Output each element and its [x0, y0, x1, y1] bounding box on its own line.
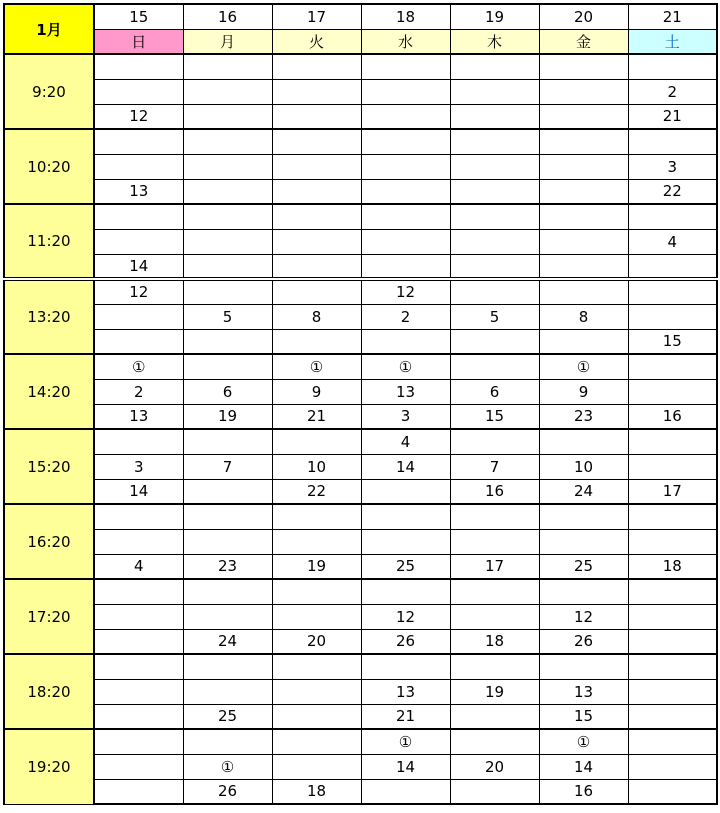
time-label: 15:20: [4, 429, 94, 504]
schedule-cell: 17: [628, 479, 717, 504]
schedule-cell: 4: [94, 554, 183, 579]
schedule-cell: 12: [361, 604, 450, 629]
schedule-cell: [361, 104, 450, 129]
slot-row: [4, 779, 717, 804]
schedule-cell: 16: [539, 779, 628, 804]
date-cell: 16: [183, 4, 272, 29]
schedule-cell: 14: [94, 479, 183, 504]
schedule-cell: 10: [272, 454, 361, 479]
schedule-cell: [183, 504, 272, 529]
schedule-cell: [94, 79, 183, 104]
schedule-cell: 22: [272, 479, 361, 504]
schedule-cell: [450, 129, 539, 154]
schedule-cell: [450, 729, 539, 754]
time-label: 9:20: [4, 54, 94, 129]
schedule-cell: 25: [183, 704, 272, 729]
schedule-cell: 26: [361, 629, 450, 654]
schedule-cell: 13: [361, 679, 450, 704]
schedule-cell: [94, 704, 183, 729]
schedule-cell: [272, 329, 361, 354]
schedule-cell: [94, 779, 183, 804]
schedule-cell: 25: [361, 554, 450, 579]
schedule-cell: 18: [272, 779, 361, 804]
schedule-cell: 12: [94, 279, 183, 304]
schedule-cell: [94, 754, 183, 779]
schedule-cell: 15: [450, 404, 539, 429]
schedule-cell: 2: [628, 79, 717, 104]
time-label: 11:20: [4, 204, 94, 279]
schedule-cell: 14: [94, 254, 183, 279]
schedule-cell: [272, 654, 361, 679]
schedule-cell: [272, 604, 361, 629]
schedule-cell: 19: [183, 404, 272, 429]
schedule-cell: [94, 129, 183, 154]
schedule-cell: [183, 229, 272, 254]
schedule-cell: 22: [628, 179, 717, 204]
slot-row: [4, 604, 717, 629]
schedule-cell: [361, 479, 450, 504]
schedule-cell: [183, 79, 272, 104]
schedule-cell: [272, 54, 361, 79]
schedule-cell: [94, 204, 183, 229]
schedule-cell: 5: [183, 304, 272, 329]
schedule-cell: [628, 204, 717, 229]
schedule-cell: [272, 679, 361, 704]
weekday-row: [4, 29, 717, 54]
schedule-cell: [450, 279, 539, 304]
schedule-cell: [361, 779, 450, 804]
schedule-cell: ①: [272, 354, 361, 379]
schedule-cell: [272, 104, 361, 129]
schedule-cell: 12: [94, 104, 183, 129]
schedule-cell: [361, 254, 450, 279]
slot-row: [4, 379, 717, 404]
schedule-cell: [272, 579, 361, 604]
weekday-cell: 金: [539, 29, 628, 54]
schedule-cell: [94, 529, 183, 554]
schedule-cell: 18: [450, 629, 539, 654]
schedule-cell: [183, 54, 272, 79]
schedule-cell: [450, 504, 539, 529]
schedule-cell: 13: [94, 404, 183, 429]
slot-row: [4, 129, 717, 154]
schedule-cell: [539, 279, 628, 304]
slot-row: [4, 404, 717, 429]
slot-row: [4, 429, 717, 454]
slot-row: [4, 554, 717, 579]
schedule-cell: [450, 79, 539, 104]
schedule-cell: [539, 579, 628, 604]
schedule-cell: 3: [361, 404, 450, 429]
schedule-cell: [183, 654, 272, 679]
schedule-cell: [628, 454, 717, 479]
schedule-cell: [450, 229, 539, 254]
slot-row: [4, 204, 717, 229]
schedule-cell: 8: [539, 304, 628, 329]
schedule-cell: [361, 204, 450, 229]
schedule-cell: [183, 429, 272, 454]
schedule-cell: [539, 329, 628, 354]
slot-row: [4, 754, 717, 779]
schedule-cell: 19: [450, 679, 539, 704]
slot-row: [4, 529, 717, 554]
schedule-cell: [361, 229, 450, 254]
schedule-cell: [450, 779, 539, 804]
schedule-table: [3, 3, 718, 805]
schedule-cell: 7: [183, 454, 272, 479]
schedule-cell: [361, 579, 450, 604]
schedule-cell: [361, 504, 450, 529]
schedule-cell: [450, 204, 539, 229]
slot-row: [4, 504, 717, 529]
schedule-cell: [628, 754, 717, 779]
schedule-cell: [272, 429, 361, 454]
schedule-cell: [450, 429, 539, 454]
schedule-cell: [361, 129, 450, 154]
schedule-cell: [94, 679, 183, 704]
schedule-cell: [272, 504, 361, 529]
schedule-cell: [94, 504, 183, 529]
slot-row: [4, 254, 717, 279]
schedule-cell: 7: [450, 454, 539, 479]
schedule-cell: 5: [450, 304, 539, 329]
schedule-cell: [94, 229, 183, 254]
schedule-cell: [361, 179, 450, 204]
time-label: 16:20: [4, 504, 94, 579]
schedule-cell: [450, 354, 539, 379]
schedule-cell: [183, 529, 272, 554]
schedule-cell: [450, 579, 539, 604]
schedule-cell: [272, 279, 361, 304]
schedule-cell: 12: [539, 604, 628, 629]
schedule-cell: [272, 529, 361, 554]
schedule-cell: 4: [628, 229, 717, 254]
date-row: [4, 4, 717, 29]
weekday-cell: 土: [628, 29, 717, 54]
schedule-cell: [628, 279, 717, 304]
schedule-cell: 9: [539, 379, 628, 404]
schedule-cell: 15: [539, 704, 628, 729]
slot-row: [4, 79, 717, 104]
schedule-cell: [628, 129, 717, 154]
schedule-cell: 14: [361, 454, 450, 479]
time-label: 19:20: [4, 729, 94, 804]
schedule-cell: [628, 704, 717, 729]
schedule-cell: 23: [183, 554, 272, 579]
date-cell: 21: [628, 4, 717, 29]
schedule-cell: [94, 304, 183, 329]
schedule-cell: 13: [539, 679, 628, 704]
schedule-cell: [450, 654, 539, 679]
schedule-cell: [183, 479, 272, 504]
schedule-cell: 24: [183, 629, 272, 654]
schedule-cell: ①: [361, 354, 450, 379]
schedule-cell: [361, 529, 450, 554]
schedule-cell: [539, 504, 628, 529]
schedule-cell: [539, 179, 628, 204]
schedule-cell: [450, 704, 539, 729]
date-cell: 18: [361, 4, 450, 29]
schedule-cell: [539, 654, 628, 679]
date-cell: 17: [272, 4, 361, 29]
schedule-cell: [272, 179, 361, 204]
schedule-cell: [361, 79, 450, 104]
schedule-cell: [628, 654, 717, 679]
schedule-cell: [539, 129, 628, 154]
slot-row: [4, 479, 717, 504]
schedule-cell: [183, 679, 272, 704]
schedule-cell: ①: [94, 354, 183, 379]
weekday-cell: 木: [450, 29, 539, 54]
schedule-cell: [94, 604, 183, 629]
schedule-cell: [539, 429, 628, 454]
slot-row: [4, 704, 717, 729]
slot-row: [4, 354, 717, 379]
slot-row: [4, 154, 717, 179]
schedule-cell: [450, 329, 539, 354]
schedule-cell: 20: [450, 754, 539, 779]
slot-row: [4, 304, 717, 329]
schedule-cell: 23: [539, 404, 628, 429]
schedule-cell: [539, 104, 628, 129]
schedule-cell: [628, 629, 717, 654]
schedule-cell: 2: [361, 304, 450, 329]
schedule-cell: [272, 204, 361, 229]
schedule-cell: 21: [628, 104, 717, 129]
schedule-cell: [628, 579, 717, 604]
schedule-cell: 19: [272, 554, 361, 579]
schedule-cell: [183, 154, 272, 179]
schedule-cell: [628, 779, 717, 804]
schedule-cell: 15: [628, 329, 717, 354]
schedule-cell: [539, 529, 628, 554]
schedule-cell: [94, 54, 183, 79]
schedule-cell: 8: [272, 304, 361, 329]
schedule-cell: [94, 654, 183, 679]
schedule-cell: [183, 179, 272, 204]
schedule-cell: [272, 254, 361, 279]
weekday-cell: 月: [183, 29, 272, 54]
schedule-cell: [272, 79, 361, 104]
schedule-cell: 14: [539, 754, 628, 779]
schedule-cell: [628, 54, 717, 79]
schedule-cell: [94, 429, 183, 454]
schedule-cell: ①: [539, 354, 628, 379]
time-label: 18:20: [4, 654, 94, 729]
schedule-cell: [450, 604, 539, 629]
schedule-cell: 21: [272, 404, 361, 429]
schedule-cell: [183, 104, 272, 129]
schedule-cell: 2: [94, 379, 183, 404]
schedule-cell: 13: [94, 179, 183, 204]
schedule-cell: [450, 104, 539, 129]
weekday-cell: 日: [94, 29, 183, 54]
schedule-cell: [628, 354, 717, 379]
time-label: 10:20: [4, 129, 94, 204]
schedule-cell: [272, 229, 361, 254]
schedule-cell: [183, 254, 272, 279]
schedule-cell: [539, 154, 628, 179]
schedule-cell: ①: [539, 729, 628, 754]
schedule-cell: 9: [272, 379, 361, 404]
schedule-cell: [628, 379, 717, 404]
schedule-cell: [94, 329, 183, 354]
schedule-cell: [183, 329, 272, 354]
schedule-cell: 14: [361, 754, 450, 779]
schedule-cell: [628, 529, 717, 554]
schedule-cell: [183, 129, 272, 154]
schedule-cell: ①: [183, 754, 272, 779]
schedule-cell: [272, 754, 361, 779]
schedule-cell: 3: [628, 154, 717, 179]
schedule-cell: [183, 204, 272, 229]
schedule-cell: [539, 204, 628, 229]
slot-row: [4, 179, 717, 204]
schedule-cell: 20: [272, 629, 361, 654]
schedule-cell: [272, 129, 361, 154]
schedule-cell: [361, 54, 450, 79]
schedule-cell: [94, 729, 183, 754]
schedule-cell: [450, 529, 539, 554]
schedule-cell: [183, 279, 272, 304]
slot-row: [4, 629, 717, 654]
schedule-cell: [628, 729, 717, 754]
schedule-cell: [272, 729, 361, 754]
schedule-cell: [94, 154, 183, 179]
slot-row: [4, 579, 717, 604]
slot-row: [4, 54, 717, 79]
schedule-cell: [539, 54, 628, 79]
date-cell: 15: [94, 4, 183, 29]
date-cell: 19: [450, 4, 539, 29]
time-label: 14:20: [4, 354, 94, 429]
schedule-cell: [361, 329, 450, 354]
schedule-cell: [183, 354, 272, 379]
schedule-cell: 6: [450, 379, 539, 404]
schedule-cell: [628, 679, 717, 704]
slot-row: [4, 679, 717, 704]
schedule-cell: 12: [361, 279, 450, 304]
schedule-cell: [539, 79, 628, 104]
schedule-cell: 13: [361, 379, 450, 404]
slot-row: [4, 729, 717, 754]
schedule-cell: [628, 304, 717, 329]
schedule-cell: [183, 604, 272, 629]
schedule-cell: 24: [539, 479, 628, 504]
schedule-cell: 26: [183, 779, 272, 804]
schedule-cell: 16: [450, 479, 539, 504]
schedule-cell: [628, 604, 717, 629]
schedule-cell: [450, 179, 539, 204]
schedule-cell: [94, 629, 183, 654]
schedule-cell: [361, 154, 450, 179]
schedule-cell: 3: [94, 454, 183, 479]
schedule-cell: 18: [628, 554, 717, 579]
schedule-cell: [272, 704, 361, 729]
schedule-cell: [450, 154, 539, 179]
month-label: 1月: [4, 4, 94, 54]
schedule-cell: ①: [361, 729, 450, 754]
time-label: 17:20: [4, 579, 94, 654]
weekday-cell: 火: [272, 29, 361, 54]
schedule-cell: [450, 254, 539, 279]
schedule-cell: [628, 504, 717, 529]
slot-row: [4, 104, 717, 129]
slot-row: [4, 454, 717, 479]
weekday-cell: 水: [361, 29, 450, 54]
schedule-cell: 17: [450, 554, 539, 579]
schedule-cell: 16: [628, 404, 717, 429]
schedule-cell: [628, 429, 717, 454]
slot-row: [4, 654, 717, 679]
slot-row: [4, 329, 717, 354]
schedule-cell: [539, 229, 628, 254]
date-cell: 20: [539, 4, 628, 29]
schedule-cell: [539, 254, 628, 279]
schedule-cell: [272, 154, 361, 179]
schedule-cell: 26: [539, 629, 628, 654]
schedule-cell: 4: [361, 429, 450, 454]
schedule-cell: 21: [361, 704, 450, 729]
slot-row: [4, 229, 717, 254]
time-label: 13:20: [4, 279, 94, 354]
schedule-cell: [628, 254, 717, 279]
schedule-cell: 6: [183, 379, 272, 404]
schedule-cell: [450, 54, 539, 79]
schedule-cell: [94, 579, 183, 604]
schedule-cell: [361, 654, 450, 679]
slot-row: [4, 279, 717, 304]
schedule-cell: 10: [539, 454, 628, 479]
schedule-cell: [183, 729, 272, 754]
schedule-cell: [183, 579, 272, 604]
schedule-cell: 25: [539, 554, 628, 579]
